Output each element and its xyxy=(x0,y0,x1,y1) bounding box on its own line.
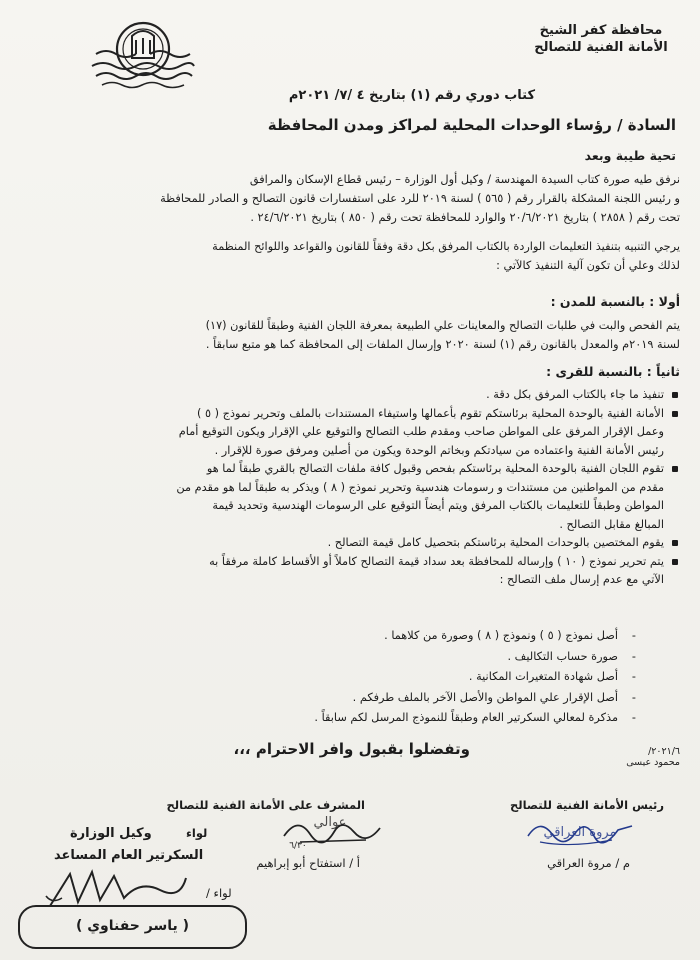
bullet-line: يتم تحرير نموذج ( ١٠ ) وإرساله للمحافظة بعد سداد قيمة التصالح كاملاً أو الأقساط كاملة مرفقاً به xyxy=(22,553,682,572)
bullet-item xyxy=(22,386,682,405)
section-villages-bullets xyxy=(22,386,682,590)
intro-paragraph xyxy=(25,170,680,227)
section-villages-heading: ثانياً : بالنسبة للقرى : xyxy=(546,364,680,379)
typist-date: ٢٠٢١/٦/ xyxy=(648,746,680,757)
governorate-header xyxy=(526,22,676,56)
bullet-line: يقوم المختصين بالوحدات المحلية برئاستكم بتحصيل كامل قيمة التصالح . xyxy=(22,534,682,553)
department-name: الأمانة الفنية للتصالح xyxy=(534,40,668,55)
bullet-line: مقدم من المواطنين من مستندات و رسومات هندسية وتحرير نموذج ( ٨ ) ويذكر به طبقاً لما هو مقدم من xyxy=(176,480,664,494)
undersecretary-prefix2: لواء / xyxy=(206,886,232,900)
attachment-item: - أصل نموذج ( ٥ ) ونموذج ( ٨ ) وصورة من كلاهما . xyxy=(40,626,640,647)
bullet-line: تنفيذ ما جاء بالكتاب المرفق بكل دقة . xyxy=(22,386,682,405)
bullet-line: رئيس الأمانة الفنية واعتماده من سيادتكم وبخاتم الوحدة ويكون من أصلين ومرفق صورة للإقرار . xyxy=(214,443,664,457)
section-cities-heading: أولا : بالنسبة للمدن : xyxy=(550,294,680,309)
bullet-line: تقوم اللجان الفنية بالوحدة المحلية برئاستكم بفحص وقبول كافة ملفات التصالح بالقري طبقاً لما هو xyxy=(22,460,682,479)
supervisor-signature-text: عوالي xyxy=(313,815,347,830)
supervisor-name: أ / استفتاح أبو إبراهيم xyxy=(256,856,360,870)
instruction-line: يرجي التنبيه بتنفيذ التعليمات الواردة بالكتاب المرفق بكل دقة وفقاً للقانون والقواعد واللوائح المنظمة xyxy=(212,240,680,253)
typist-name: محمود عيسى xyxy=(626,757,680,768)
attachment-item: - صورة حساب التكاليف . xyxy=(40,647,640,668)
instruction-paragraph xyxy=(25,237,680,275)
undersecretary-title2: السكرتير العام المساعد xyxy=(54,848,204,863)
supervisor-title: المشرف على الأمانة الفنية للتصالح xyxy=(166,798,365,812)
attachment-item: - أصل الإقرار علي المواطن والأصل الآخر بالملف طرفكم . xyxy=(40,688,640,709)
technical-head-name: م / مروة العراقي xyxy=(547,856,630,870)
typist-note xyxy=(626,746,680,768)
intro-line: تحت رقم ( ٢٨٥٨ ) بتاريخ ٢٠/٦/٢٠٢١ والوارد للمحافظة تحت رقم ( ٨٥٠ ) بتاريخ ٢٤/٦/٢٠٢١ . xyxy=(250,211,680,224)
closing-phrase: وتفضلوا بقبول وافر الاحترام ،،، xyxy=(233,740,470,758)
bullet-line: الأمانة الفنية بالوحدة المحلية برئاستكم تقوم بأعمالها واستيفاء المستندات بالملف وتحرير نموذج ( ٥ ) xyxy=(22,405,682,424)
attachment-item: - مذكرة لمعالي السكرتير العام وطبقاً للنموذج المرسل لكم سابقاً . xyxy=(40,708,640,729)
section-cities-line: لسنة ٢٠١٩م والمعدل بالقانون رقم (١) لسنة ٢٠٢٠ وإرسال الملفات إلى المحافظة كما هو متبع سابقاً . xyxy=(205,338,680,351)
governorate-name: محافظة كفر الشيخ xyxy=(539,23,663,38)
bullet-item xyxy=(22,534,682,553)
attachments-list xyxy=(40,626,640,729)
bullet-line: المواطن وطبقاً للتعليمات بالكتاب المرفق ويتم أيضاً التوقيع على الرسومات الهندسية وتحديد قيمة xyxy=(212,499,664,512)
undersecretary-title: وكيل الوزارة xyxy=(70,826,152,841)
supervisor-signature-date: ٦/٣٠ xyxy=(289,841,307,850)
circular-reference: كتاب دوري رقم (١) بتاريخ ٤ /٧/ ٢٠٢١م xyxy=(288,88,535,103)
bullet-item xyxy=(22,553,682,590)
bullet-item xyxy=(22,460,682,534)
technical-head-signature xyxy=(520,812,640,852)
bullet-item xyxy=(22,405,682,461)
attachment-item: - أصل شهادة المتغيرات المكانية . xyxy=(40,667,640,688)
undersecretary-prefix: لواء xyxy=(186,826,208,840)
section-cities-body xyxy=(25,316,680,354)
bullet-line: المبالغ مقابل التصالح . xyxy=(559,517,664,531)
intro-line: و رئيس اللجنة المشكلة بالقرار رقم ( ٥٦٥ ) لسنة ٢٠١٩ للرد على استفسارات قانون التصالح و الصادر للمحافظة xyxy=(160,192,680,205)
governorate-logo xyxy=(88,14,198,94)
addressee: السادة / رؤساء الوحدات المحلية لمراكز ومدن المحافظة xyxy=(267,116,676,134)
greeting: تحية طيبة وبعد xyxy=(584,148,676,163)
technical-head-signature-text: مروة العراقي xyxy=(543,825,617,840)
instruction-line: لذلك وعلي أن تكون آلية التنفيذ كالآتي : xyxy=(496,259,680,272)
undersecretary-name-stamp: ( ياسر حفناوي ) xyxy=(18,905,247,949)
intro-line: نرفق طيه صورة كتاب السيدة المهندسة / وكيل أول الوزارة – رئيس قطاع الإسكان والمرافق xyxy=(249,173,680,186)
bullet-line: وعمل الإقرار المرفق على المواطن صاحب ومقدم طلب التصالح والتوقيع علي الإقرار ويكون التوقيع أمام xyxy=(178,425,664,438)
technical-head-title: رئيس الأمانة الفنية للتصالح xyxy=(510,798,664,812)
bullet-line: الآتي مع عدم إرسال ملف التصالح : xyxy=(499,573,664,586)
section-cities-line: يتم الفحص والبت في طلبات التصالح والمعاينات علي الطبيعة بمعرفة اللجان الفنية وطبقاً للقانون (١٧) xyxy=(205,319,680,332)
supervisor-signature xyxy=(270,806,390,850)
